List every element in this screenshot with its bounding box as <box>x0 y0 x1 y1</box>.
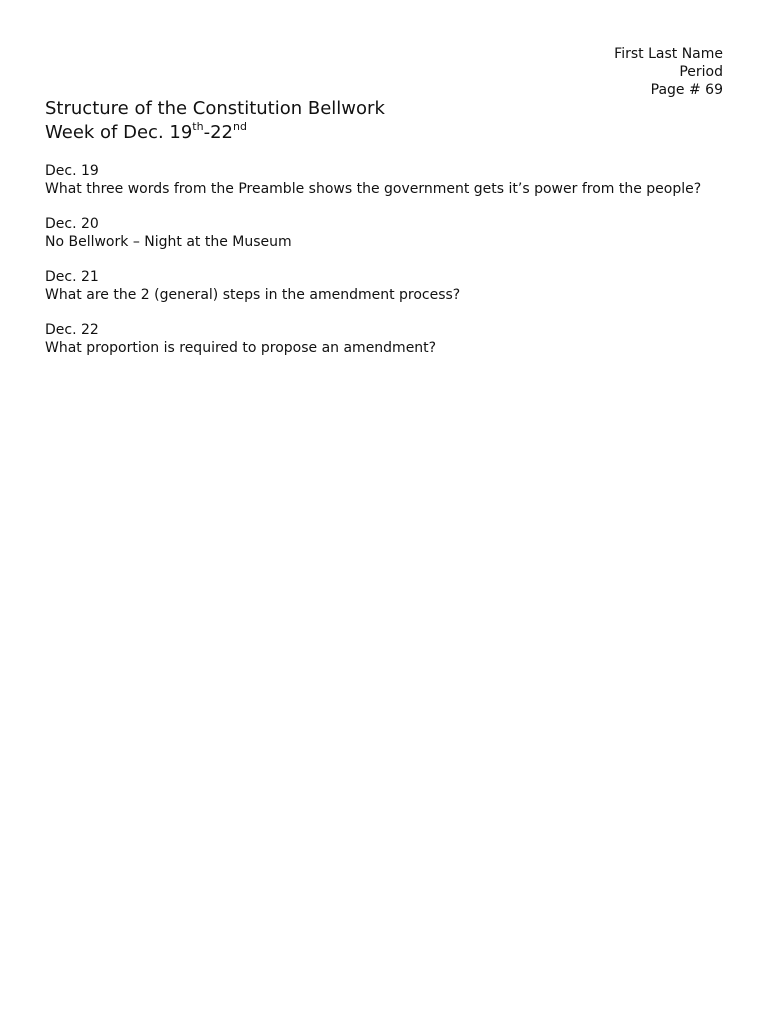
page-number: Page # 69 <box>650 82 723 98</box>
bellwork-entry <box>45 268 701 304</box>
student-header <box>614 45 723 99</box>
week-middle: -22 <box>203 122 233 143</box>
title-line: Structure of the Constitution Bellwork <box>45 98 385 119</box>
document-title <box>45 97 385 145</box>
bellwork-list <box>45 162 701 374</box>
entry-date: Dec. 22 <box>45 322 99 338</box>
entry-date: Dec. 21 <box>45 269 99 285</box>
bellwork-entry <box>45 215 701 251</box>
entry-date: Dec. 20 <box>45 216 99 232</box>
entry-date: Dec. 19 <box>45 163 99 179</box>
entry-question: What proportion is required to propose an amendment? <box>45 340 437 356</box>
week-superscript-end: nd <box>233 120 247 133</box>
entry-question: What are the 2 (general) steps in the amendment process? <box>45 287 461 303</box>
entry-question: No Bellwork – Night at the Museum <box>45 234 292 250</box>
week-superscript-start: th <box>192 120 204 133</box>
bellwork-entry <box>45 321 701 357</box>
bellwork-entry <box>45 162 701 198</box>
period-label: Period <box>679 64 723 80</box>
student-name: First Last Name <box>614 46 723 62</box>
entry-question: What three words from the Preamble shows the government gets it’s power from the people? <box>45 181 702 197</box>
week-prefix: Week of Dec. 19 <box>45 122 193 143</box>
week-line <box>45 121 385 145</box>
